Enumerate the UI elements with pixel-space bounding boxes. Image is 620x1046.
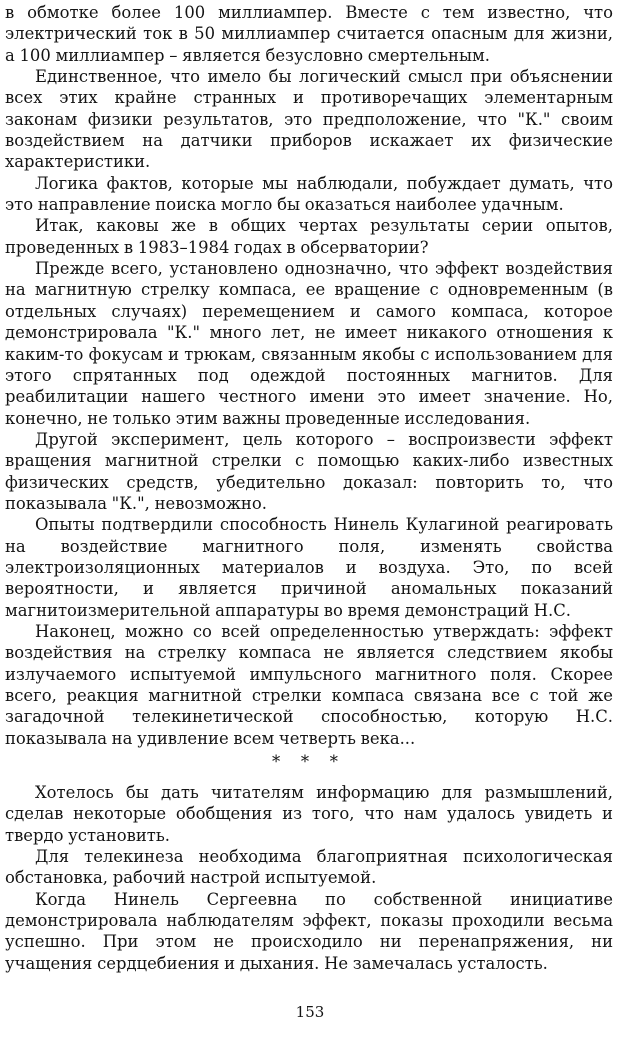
page-number: 153 xyxy=(295,1003,325,1021)
paragraph-8: Наконец, можно со всей определенностью утверждать: эффект воздействия на стрелку компаса не является следствием якобы излучаемого испытуемой импульсного магнитного поля. Скорее всего, реакция магнитной стрелки компаса связана все с той же загадочной телекинетической способностью, которую Н.С. показывала на удивление всем четверть века... xyxy=(5,621,613,748)
paragraph-5: Прежде всего, установлено однозначно, что эффект воздействия на магнитную стрелку компаса, ее вращение с одновременным (в отдельных случаях) перемещением и самого компаса, которое демонстрировала "К." много лет, не имеет никакого отношения к каким-то фокусам и трюкам, связанным якобы с использованием для этого спрятанных под одеждой постоянных магнитов. Для реабилитации нашего честного имени это имеет значение. Но, конечно, не только этим важны проведенные исследования. xyxy=(5,259,613,428)
page-text xyxy=(5,2,613,974)
paragraph-6: Другой эксперимент, цель которого – воспроизвести эффект вращения магнитной стрелки с помощью каких-либо известных физических средств, убедительно доказал: повторить то, что показывала "К.", невозможно. xyxy=(5,429,613,513)
paragraph-7: Опыты подтвердили способность Нинель Кулагиной реагировать на воздействие магнитного поля, изменять свойства электроизоляционных материалов и воздуха. Это, по всей вероятности, и является причиной аномальных показаний магнитоизмерительной аппаратуры во время демонстраций Н.С. xyxy=(5,515,613,620)
section-separator: * * * xyxy=(271,752,346,772)
paragraph-2: Единственное, что имело бы логический смысл при объяснении всех этих крайне странных и противоречащих элементарным законам физики результатов, это предположение, что "К." своим воздействием на датчики приборов искажает их физические характеристики. xyxy=(5,67,613,172)
paragraph-10: Для телекинеза необходима благоприятная психологическая обстановка, рабочий настрой испытуемой. xyxy=(5,847,613,888)
paragraph-3: Логика фактов, которые мы наблюдали, побуждает думать, что это направление поиска могло бы оказаться наиболее удачным. xyxy=(5,173,613,215)
paragraph-11: Когда Нинель Сергеевна по собственной инициативе демонстрировала наблюдателям эффект, показы проходили весьма успешно. При этом не происходило ни перенапряжения, ни учащения сердцебиения и дыхания. Не замечалась усталость. xyxy=(5,889,613,973)
paragraph-1: в обмотке более 100 миллиампер. Вместе с тем известно, что электрический ток в 50 миллиампер считается опасным для жизни, а 100 миллиампер – является безусловно смертельным. xyxy=(5,3,613,65)
paragraph-9: Хотелось бы дать читателям информацию для размышлений, сделав некоторые обобщения из того, что нам удалось увидеть и твердо установить. xyxy=(5,783,613,845)
paragraph-4: Итак, каковы же в общих чертах результаты серии опытов, проведенных в 1983–1984 годах в обсерватории? xyxy=(5,216,613,257)
